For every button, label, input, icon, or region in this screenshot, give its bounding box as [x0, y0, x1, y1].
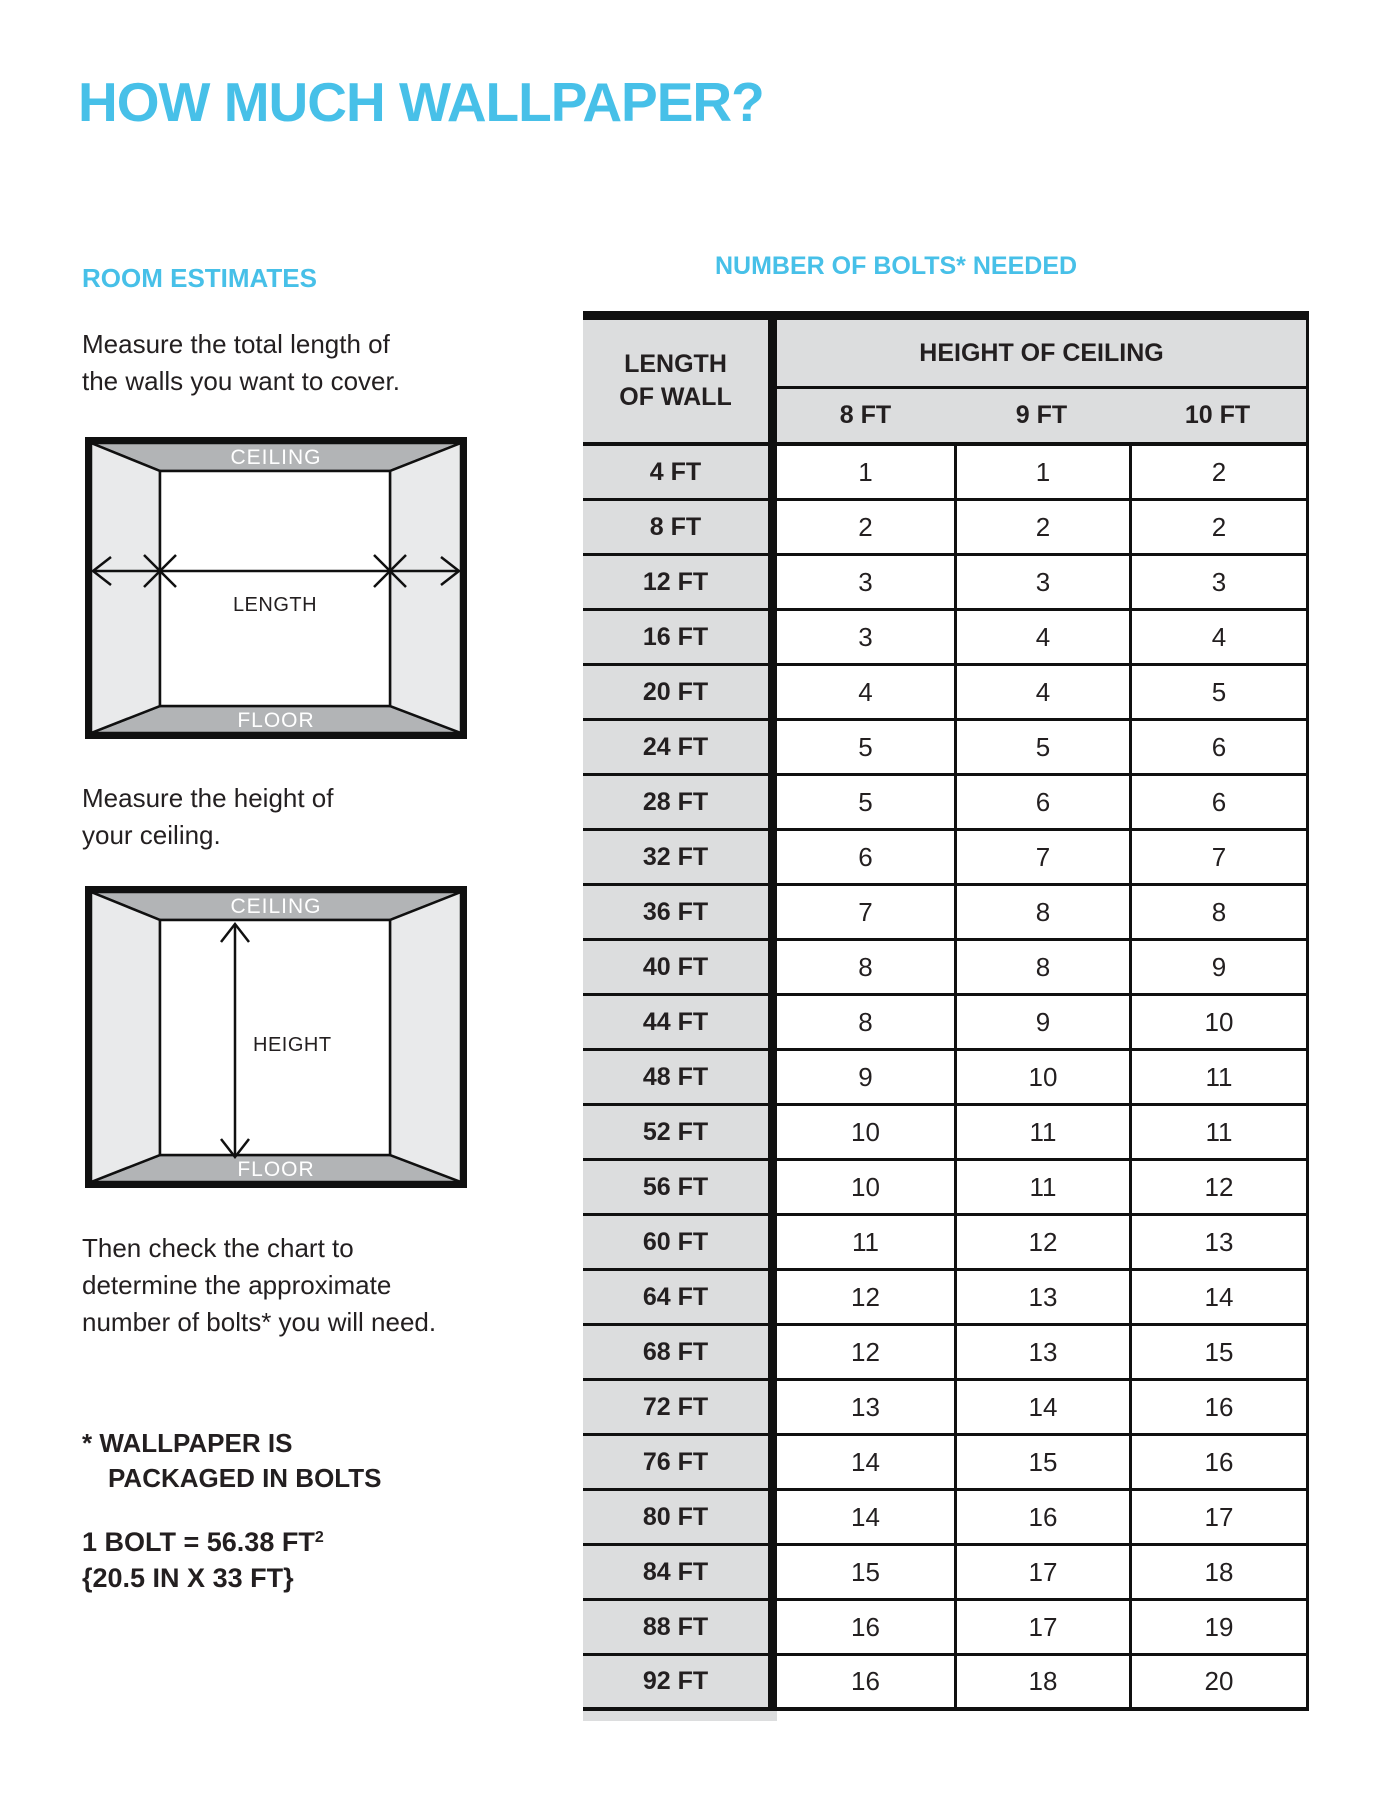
bolt-table-body: [583, 446, 1309, 1711]
footnote-line: * WALLPAPER IS: [82, 1428, 293, 1458]
paragraph-line: determine the approximate: [82, 1270, 392, 1300]
paragraph-line: Then check the chart to: [82, 1233, 354, 1263]
length-of-wall-header: LENGTH OF WALL: [583, 320, 777, 446]
bolt-count-cell: 10: [777, 1106, 954, 1161]
bolts-needed-table: [583, 311, 1309, 1711]
col-header-8ft: 8 FT: [777, 389, 954, 446]
bolt-count-cell: 1: [954, 446, 1129, 501]
bolts-table-heading: NUMBER OF BOLTS* NEEDED: [715, 252, 1078, 280]
right-wall-panel: [390, 892, 461, 1182]
bolt-count-cell: 16: [777, 1601, 954, 1656]
bolt-count-cell: 2: [1129, 501, 1309, 556]
row-length-label: 44 FT: [583, 996, 777, 1051]
table-row: [583, 1271, 1309, 1326]
bolt-count-cell: 10: [954, 1051, 1129, 1106]
height-label: HEIGHT: [253, 1034, 332, 1056]
table-row: [583, 831, 1309, 886]
paragraph-line: your ceiling.: [82, 820, 221, 850]
bolt-count-cell: 2: [777, 501, 954, 556]
bolt-count-cell: 2: [954, 501, 1129, 556]
bolt-count-cell: 15: [954, 1436, 1129, 1491]
table-row: [583, 1216, 1309, 1271]
bolt-count-cell: 6: [777, 831, 954, 886]
bolt-count-cell: 16: [777, 1656, 954, 1711]
bolt-count-cell: 8: [777, 941, 954, 996]
bolt-count-cell: 6: [1129, 776, 1309, 831]
table-row: [583, 666, 1309, 721]
bolt-count-cell: 11: [1129, 1106, 1309, 1161]
table-row: [583, 1381, 1309, 1436]
floor-label: FLOOR: [237, 1158, 315, 1181]
bolt-count-cell: 11: [777, 1216, 954, 1271]
bolt-count-cell: 13: [954, 1326, 1129, 1381]
bolts-footnote: [82, 1426, 381, 1496]
bolt-count-cell: 12: [777, 1326, 954, 1381]
row-length-label: 92 FT: [583, 1656, 777, 1711]
row-length-label: 36 FT: [583, 886, 777, 941]
row-length-label: 8 FT: [583, 501, 777, 556]
squared-exponent: 2: [314, 1529, 324, 1546]
row-length-label: 48 FT: [583, 1051, 777, 1106]
bolt-count-cell: 3: [954, 556, 1129, 611]
row-length-label: 76 FT: [583, 1436, 777, 1491]
paragraph-line: number of bolts* you will need.: [82, 1307, 437, 1337]
paragraph-measure-length: [82, 326, 400, 400]
paragraph-line: Measure the total length of: [82, 329, 390, 359]
bolt-count-cell: 1: [777, 446, 954, 501]
table-header-row-1: [583, 320, 1309, 389]
bolt-count-cell: 15: [1129, 1326, 1309, 1381]
bolt-count-cell: 5: [1129, 666, 1309, 721]
table-row: [583, 1601, 1309, 1656]
bolt-count-cell: 12: [777, 1271, 954, 1326]
bolt-count-cell: 13: [954, 1271, 1129, 1326]
bolt-count-cell: 16: [954, 1491, 1129, 1546]
bolt-dimensions: {20.5 IN X 33 FT}: [82, 1563, 294, 1593]
table-row: [583, 1436, 1309, 1491]
footnote-line: PACKAGED IN BOLTS: [108, 1463, 382, 1493]
bolt-count-cell: 14: [1129, 1271, 1309, 1326]
bolt-count-cell: 16: [1129, 1436, 1309, 1491]
row-length-label: 28 FT: [583, 776, 777, 831]
row-length-label: 40 FT: [583, 941, 777, 996]
row-length-label: 72 FT: [583, 1381, 777, 1436]
table-row: [583, 446, 1309, 501]
table-row: [583, 886, 1309, 941]
table-row: [583, 941, 1309, 996]
bolt-count-cell: 5: [777, 721, 954, 776]
table-row: [583, 721, 1309, 776]
paragraph-measure-height: [82, 780, 334, 854]
bolt-count-cell: 11: [954, 1106, 1129, 1161]
table-row: [583, 1051, 1309, 1106]
table-row: [583, 1106, 1309, 1161]
bolt-count-cell: 17: [954, 1601, 1129, 1656]
table-row: [583, 501, 1309, 556]
bolt-count-cell: 6: [954, 776, 1129, 831]
paragraph-line: the walls you want to cover.: [82, 366, 400, 396]
bolt-count-cell: 7: [954, 831, 1129, 886]
bolt-count-cell: 15: [777, 1546, 954, 1601]
bolt-count-cell: 8: [954, 941, 1129, 996]
table-row: [583, 1656, 1309, 1711]
left-wall-panel: [91, 443, 160, 733]
row-length-label: 80 FT: [583, 1491, 777, 1546]
length-label: LENGTH: [232, 594, 318, 616]
bolt-count-cell: 17: [954, 1546, 1129, 1601]
table-header: [583, 320, 1309, 446]
row-length-label: 88 FT: [583, 1601, 777, 1656]
row-length-label: 12 FT: [583, 556, 777, 611]
bolt-count-cell: 10: [777, 1161, 954, 1216]
bolt-count-cell: 9: [777, 1051, 954, 1106]
room-estimates-heading: ROOM ESTIMATES: [82, 263, 317, 293]
bolt-count-cell: 20: [1129, 1656, 1309, 1711]
paragraph-check-chart: [82, 1230, 436, 1341]
row-length-label: 4 FT: [583, 446, 777, 501]
row-length-label: 20 FT: [583, 666, 777, 721]
bolt-count-cell: 8: [1129, 886, 1309, 941]
col-header-10ft: 10 FT: [1129, 389, 1309, 446]
bolt-count-cell: 18: [1129, 1546, 1309, 1601]
bolt-count-cell: 13: [1129, 1216, 1309, 1271]
col-header-9ft: 9 FT: [954, 389, 1129, 446]
bolts-table-container: [583, 311, 1309, 1721]
bolt-count-cell: 3: [777, 556, 954, 611]
bolt-count-cell: 4: [1129, 611, 1309, 666]
length-diagram: [85, 437, 467, 739]
row-length-label: 52 FT: [583, 1106, 777, 1161]
bolt-count-cell: 9: [1129, 941, 1309, 996]
row-length-label: 60 FT: [583, 1216, 777, 1271]
height-of-ceiling-header: HEIGHT OF CEILING: [777, 320, 1309, 389]
bolt-count-cell: 3: [777, 611, 954, 666]
bolt-size-info: [82, 1520, 324, 1596]
bolt-count-cell: 12: [954, 1216, 1129, 1271]
bolt-count-cell: 2: [1129, 446, 1309, 501]
table-footer-tab: [583, 1711, 777, 1721]
bolt-count-cell: 8: [954, 886, 1129, 941]
back-wall-panel: [160, 471, 390, 706]
row-length-label: 16 FT: [583, 611, 777, 666]
table-row: [583, 1326, 1309, 1381]
bolt-count-cell: 3: [1129, 556, 1309, 611]
table-row: [583, 1491, 1309, 1546]
bolt-count-cell: 5: [954, 721, 1129, 776]
table-row: [583, 1161, 1309, 1216]
row-length-label: 84 FT: [583, 1546, 777, 1601]
height-diagram: [85, 886, 467, 1188]
left-wall-panel: [91, 892, 160, 1182]
bolt-count-cell: 9: [954, 996, 1129, 1051]
bolt-count-cell: 4: [777, 666, 954, 721]
row-length-label: 32 FT: [583, 831, 777, 886]
bolt-count-cell: 12: [1129, 1161, 1309, 1216]
bolt-count-cell: 8: [777, 996, 954, 1051]
bolt-count-cell: 7: [777, 886, 954, 941]
row-length-label: 68 FT: [583, 1326, 777, 1381]
bolt-count-cell: 16: [1129, 1381, 1309, 1436]
bolt-count-cell: 14: [777, 1436, 954, 1491]
bolt-count-cell: 18: [954, 1656, 1129, 1711]
bolt-count-cell: 13: [777, 1381, 954, 1436]
right-wall-panel: [390, 443, 461, 733]
paragraph-line: Measure the height of: [82, 783, 334, 813]
floor-label: FLOOR: [237, 709, 315, 732]
bolt-count-cell: 6: [1129, 721, 1309, 776]
bolt-count-cell: 10: [1129, 996, 1309, 1051]
bolt-count-cell: 4: [954, 611, 1129, 666]
table-row: [583, 556, 1309, 611]
bolt-count-cell: 17: [1129, 1491, 1309, 1546]
bolt-count-cell: 5: [777, 776, 954, 831]
table-row: [583, 996, 1309, 1051]
bolt-count-cell: 11: [1129, 1051, 1309, 1106]
bolt-count-cell: 11: [954, 1161, 1129, 1216]
bolt-count-cell: 4: [954, 666, 1129, 721]
bolt-count-cell: 7: [1129, 831, 1309, 886]
bolt-count-cell: 19: [1129, 1601, 1309, 1656]
row-length-label: 64 FT: [583, 1271, 777, 1326]
bolt-count-cell: 14: [954, 1381, 1129, 1436]
page-title: HOW MUCH WALLPAPER?: [78, 71, 764, 133]
ceiling-label: CEILING: [230, 446, 322, 469]
table-row: [583, 1546, 1309, 1601]
row-length-label: 24 FT: [583, 721, 777, 776]
table-row: [583, 611, 1309, 666]
table-row: [583, 776, 1309, 831]
row-length-label: 56 FT: [583, 1161, 777, 1216]
ceiling-label: CEILING: [230, 895, 322, 918]
bolt-equation: 1 BOLT = 56.38 $FT^2$: [82, 1527, 324, 1557]
bolt-count-cell: 14: [777, 1491, 954, 1546]
